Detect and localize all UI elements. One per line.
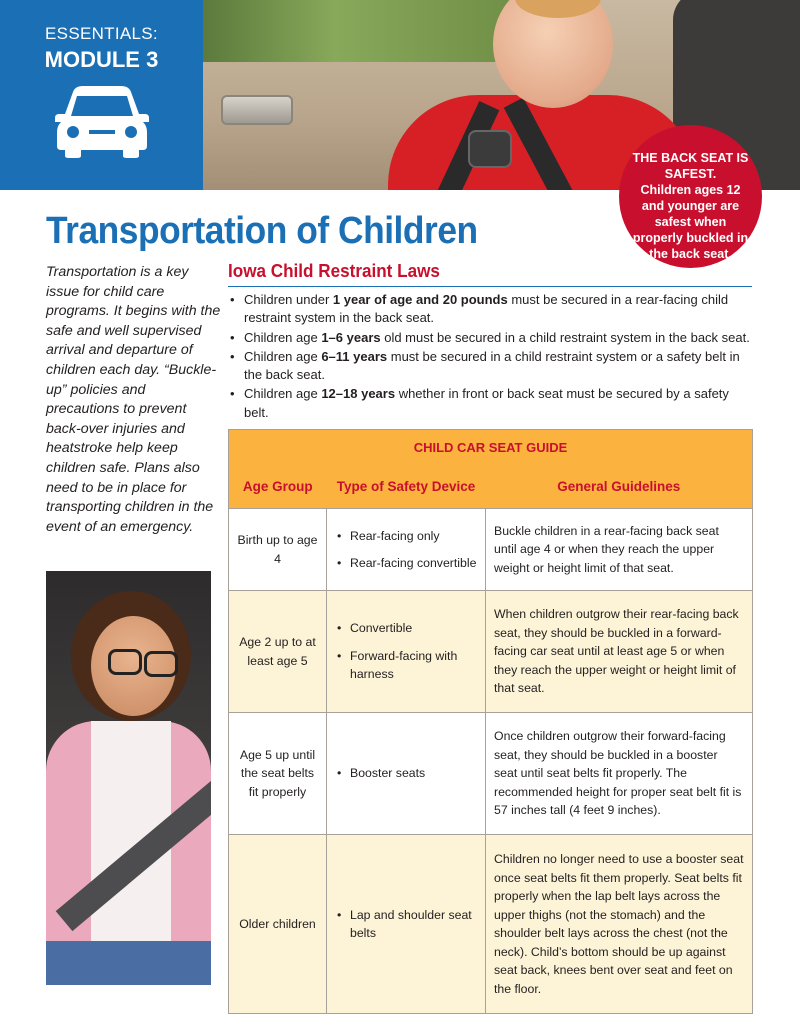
- badge-headline: THE BACK SEAT IS SAFEST.: [632, 151, 749, 181]
- module-number: MODULE 3: [44, 47, 159, 72]
- device-item: • Forward-facing with harness: [337, 647, 477, 684]
- guideline-cell: When children outgrow their rear-facing back seat, they should be buckled in a forward-facing car seat until at least age 5 or when they reach the upper weight or height limit of that seat.: [486, 591, 753, 713]
- device-cell: [327, 835, 486, 1014]
- column-header-age-group: Age Group: [229, 467, 327, 509]
- age-cell: Age 2 up to at least age 5: [229, 591, 327, 713]
- guideline-cell: Children no longer need to use a booster seat once seat belts fit them properly. Seat belts fit properly when the lap belt lays across the upper thighs (not the stomach) and the shoulder belt lays across the chest (not the neck). Child’s bottom should be up against seat back, knees bent over seat and feet on the floor.: [486, 835, 753, 1014]
- intro-paragraph: Transportation is a key issue for child care programs. It begins with the safe and well supervised arrival and departure of children each day. “Buckle-up” policies and precautions to prevent back-over injuries and heatstroke help keep children safe. Plans also need to be in place for transporting children in the event of an emergency.: [46, 264, 221, 535]
- device-item: • Lap and shoulder seat belts: [337, 906, 477, 943]
- device-cell: [327, 713, 486, 835]
- device-item: • Booster seats: [337, 764, 477, 783]
- law-item: • Children under 1 year of age and 20 pounds must be secured in a rear-facing child restraint system in the back seat.: [228, 291, 752, 328]
- law-item: • Children age 6–11 years must be secured in a child restraint system or a safety belt in the back seat.: [228, 348, 752, 385]
- guideline-cell: Buckle children in a rear-facing back seat until age 4 or when they reach the upper weight or height limit of that seat.: [486, 509, 753, 591]
- laws-divider: [228, 286, 752, 287]
- age-cell: Older children: [229, 835, 327, 1014]
- laws-heading: Iowa Child Restraint Laws: [228, 261, 440, 281]
- table-row: [229, 591, 753, 713]
- law-item: • Children age 1–6 years old must be secured in a child restraint system in the back seat.: [228, 329, 752, 347]
- device-item: • Rear-facing only: [337, 527, 477, 546]
- table-row: [229, 835, 753, 1014]
- page-title: Transportation of Children: [46, 210, 478, 252]
- column-header-device: Type of Safety Device: [327, 467, 486, 509]
- back-seat-badge: [619, 125, 762, 268]
- laws-list: [228, 291, 752, 423]
- car-seat-guide-table: [228, 429, 753, 1014]
- column-header-guidelines: General Guidelines: [486, 467, 753, 509]
- module-box: [0, 0, 203, 190]
- photo-girl-with-seat-belt: [46, 571, 211, 985]
- law-item: • Children age 12–18 years whether in front or back seat must be secured by a safety belt.: [228, 385, 752, 422]
- age-cell: Age 5 up until the seat belts fit properly: [229, 713, 327, 835]
- table-caption: CHILD CAR SEAT GUIDE: [229, 430, 753, 468]
- badge-text: Children ages 12 and younger are safest when properly buckled in the back seat.: [632, 183, 749, 261]
- device-cell: [327, 591, 486, 713]
- module-label: ESSENTIALS:: [45, 24, 158, 43]
- guideline-cell: Once children outgrow their forward-facing seat, they should be buckled in a booster seat until seat belts fit properly. The recommended height for proper seat belt fit is 57 inches tall (4 feet 9 inches).: [486, 713, 753, 835]
- device-item: • Convertible: [337, 619, 477, 638]
- table-row: [229, 713, 753, 835]
- age-cell: Birth up to age 4: [229, 509, 327, 591]
- table-row: [229, 509, 753, 591]
- car-icon: [55, 84, 149, 158]
- device-cell: [327, 509, 486, 591]
- device-item: • Rear-facing convertible: [337, 554, 477, 573]
